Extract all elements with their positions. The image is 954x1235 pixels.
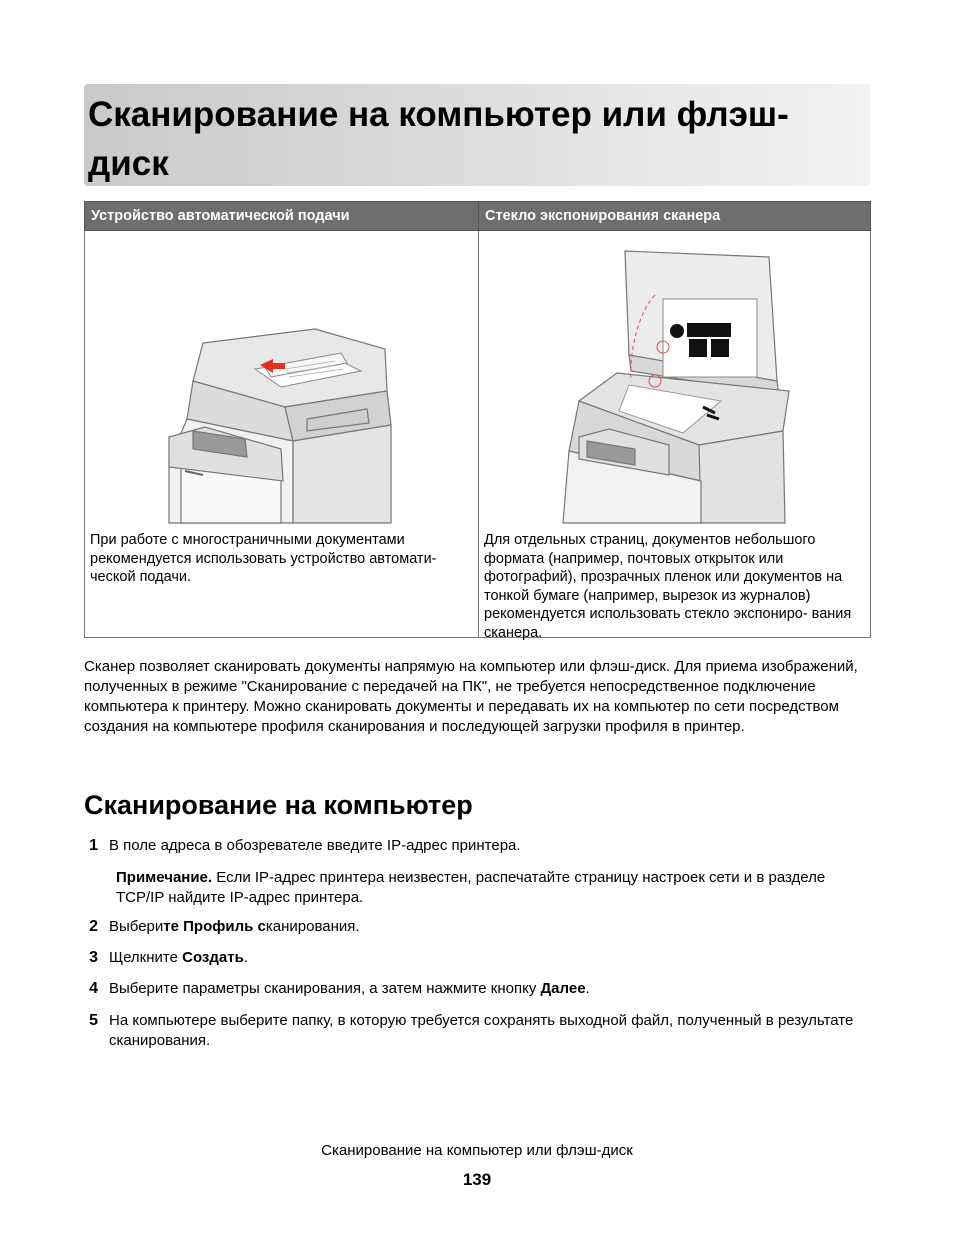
- glass-description: Для отдельных страниц, документов небольшого формата (например, почтовых открыток или фотографий), прозрачных пленок или документов на тонкой бумаге (например, вырезок из журналов) рекомендуется использовать стекло экспониро- вания сканера.: [484, 532, 852, 641]
- step-text-part: канирования.: [265, 918, 360, 935]
- step-text-bold: те Профиль с: [163, 918, 266, 935]
- adf-printer-illustration: [85, 231, 478, 525]
- table-header-glass: Стекло экспонирования сканера: [479, 202, 871, 231]
- footer-label: Сканирование на компьютер или флэш-диск: [321, 1142, 633, 1159]
- step-text-bold: Далее: [540, 980, 586, 997]
- step-text-part: Щелкните: [109, 949, 183, 966]
- step-text: [109, 917, 869, 937]
- adf-description: При работе с многостраничными документами рекомендуется использовать устройство автомати- ческой подачи.: [90, 532, 437, 585]
- page-number: 139: [462, 1170, 492, 1189]
- note-text: Если IP-адрес принтера неизвестен, распечатайте страницу настроек сети и в разделе TCP/IP найдите IP-адрес принтера.: [116, 869, 826, 906]
- step-text: [109, 948, 869, 968]
- note: [116, 868, 856, 908]
- step-text-part: .: [585, 980, 590, 997]
- step-number: 2: [89, 918, 98, 935]
- note-label: Примечание.: [116, 869, 213, 886]
- comparison-table: [84, 201, 871, 641]
- step-text-part: Выберите параметры сканирования, а затем нажмите кнопку: [109, 980, 541, 997]
- step-text-bold: Создать: [182, 949, 244, 966]
- step-text: [109, 979, 869, 999]
- step-text-part: .: [243, 949, 248, 966]
- table-cell-glass: [479, 231, 871, 641]
- section-title: Сканирование на компьютер: [84, 790, 473, 820]
- table-header-adf: Устройство автоматической подачи: [85, 202, 479, 231]
- title-band: [84, 84, 870, 186]
- step-number: 3: [89, 949, 98, 966]
- step-number: 1: [89, 837, 98, 854]
- page-title: Сканирование на компьютер или флэш-диск: [88, 95, 789, 183]
- step-number: 5: [89, 1012, 98, 1029]
- step-text: В поле адреса в обозревателе введите IP-адрес принтера.: [109, 837, 521, 854]
- step-text: На компьютере выберите папку, в которую требуется сохранять выходной файл, полученный в результате сканирования.: [109, 1012, 854, 1049]
- step-text-part: Выбери: [109, 918, 164, 935]
- intro-paragraph: Сканер позволяет сканировать документы напрямую на компьютер или флэш-диск. Для приема изображений, полученных в режиме "Сканирование с передачей на ПК", не требуется непосредственное подключение компьютера к принтеру. Можно сканировать документы и передавать их на компьютер по сети посредством создания на компьютере профиля сканирования и последующей загрузки профиля в принтер.: [84, 658, 858, 735]
- glass-printer-illustration: [479, 231, 870, 525]
- table-cell-adf: [85, 231, 479, 638]
- step-number: 4: [89, 980, 98, 997]
